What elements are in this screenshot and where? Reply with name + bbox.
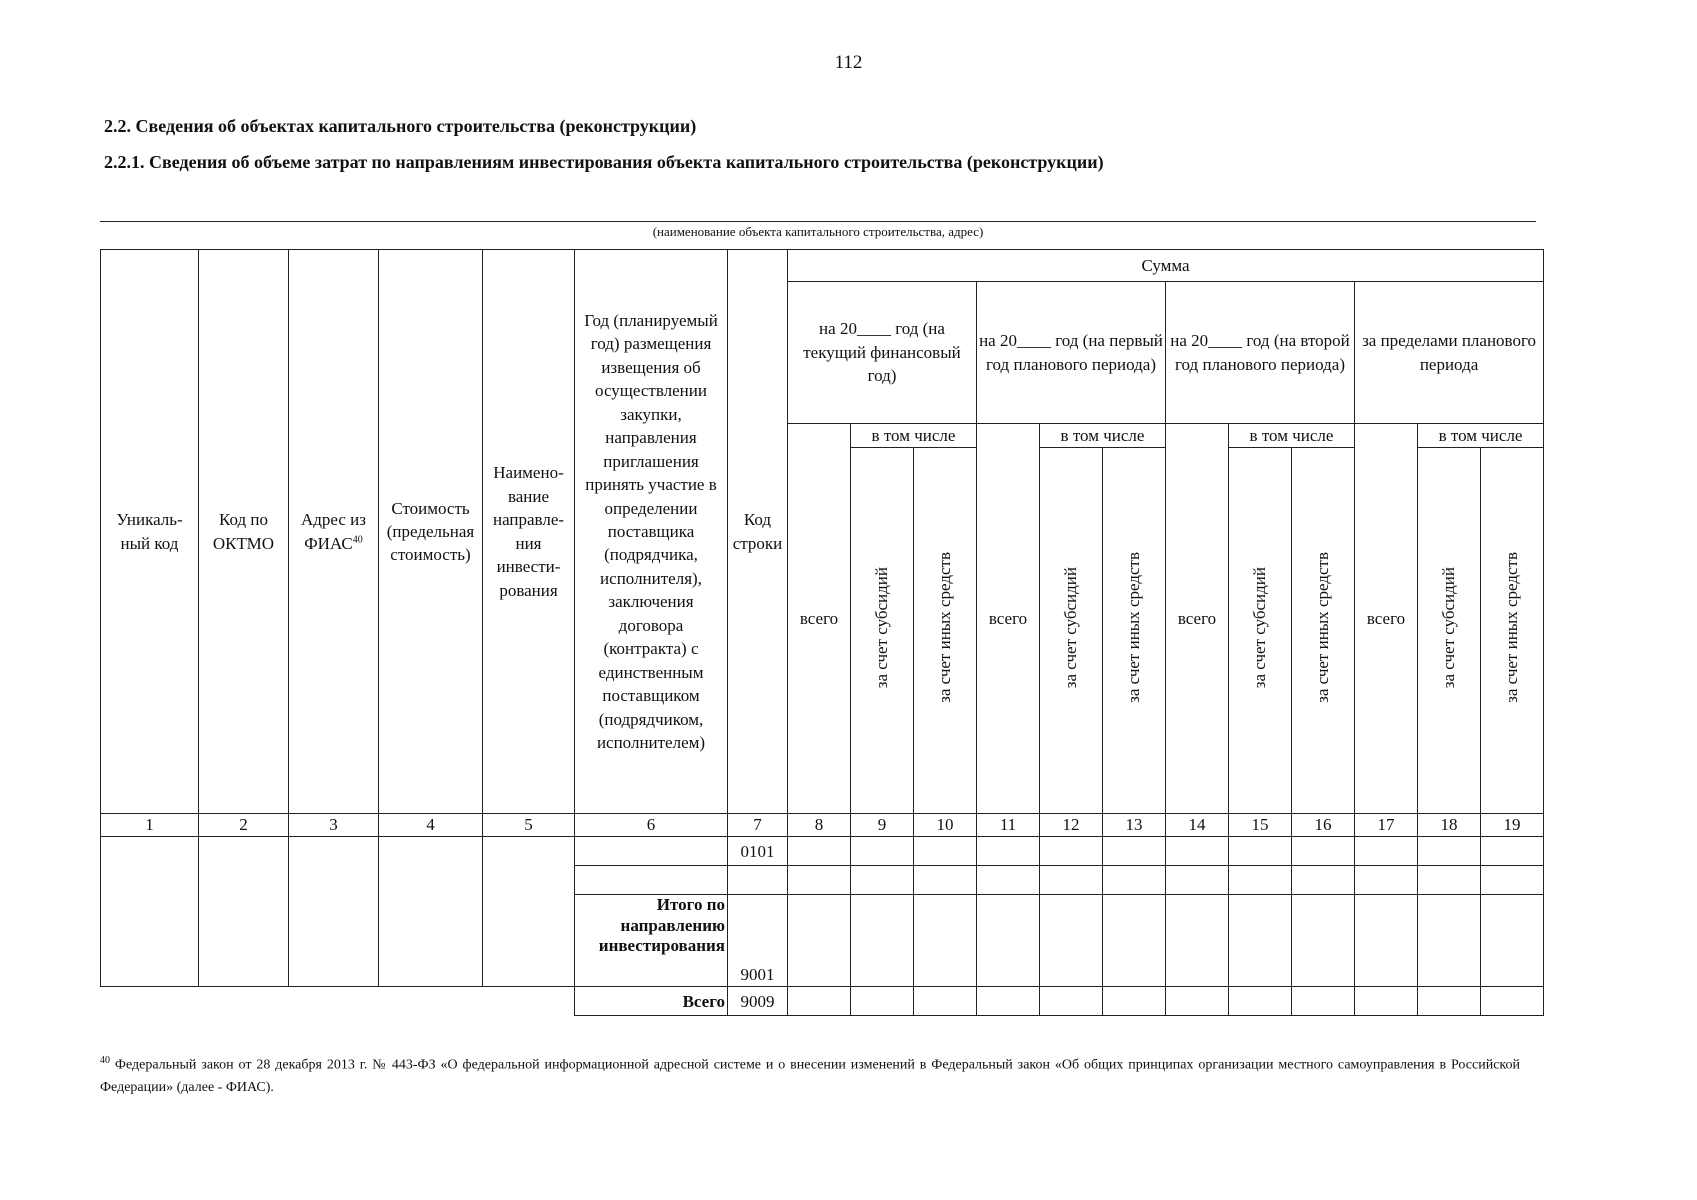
subsection-heading: 2.2.1. Сведения об объеме затрат по направлениям инвестирования объекта капитального строительства (реконструкции) [104, 152, 1104, 172]
column-number: 4 [379, 814, 483, 837]
column-number: 14 [1166, 814, 1229, 837]
table-cell[interactable] [1355, 895, 1418, 987]
table-row [101, 837, 1544, 866]
column-number: 2 [199, 814, 289, 837]
section-heading: 2.2. Сведения об объектах капитального строительства (реконструкции) [104, 116, 697, 136]
table-cell[interactable] [851, 895, 914, 987]
table-cell[interactable] [788, 895, 851, 987]
table-cell[interactable] [1229, 866, 1292, 895]
table-cell[interactable] [1166, 837, 1229, 866]
table-cell[interactable] [788, 866, 851, 895]
object-name-line [100, 221, 1536, 222]
table-cell[interactable] [1040, 987, 1103, 1016]
table-cell[interactable] [1166, 866, 1229, 895]
table-cell[interactable] [1418, 866, 1481, 895]
header-investment-direction: Наимено-вание направле-ния инвести-рования [483, 250, 575, 814]
header-in-that-number: в том числе [1040, 424, 1166, 448]
header-oktmo: Код по ОКТМО [199, 250, 289, 814]
table-cell[interactable] [1229, 837, 1292, 866]
column-number: 10 [914, 814, 977, 837]
header-other-funds: за счет иных средств [914, 448, 977, 814]
header-subsidies: за счет субсидий [1418, 448, 1481, 814]
table-cell[interactable] [788, 837, 851, 866]
table-cell[interactable] [1229, 987, 1292, 1016]
page-number: 112 [834, 52, 863, 73]
object-name-caption: (наименование объекта капитального строительства, адрес) [652, 224, 984, 239]
footnote-marker: 40 [100, 1055, 110, 1066]
table-cell[interactable] [914, 837, 977, 866]
column-number: 11 [977, 814, 1040, 837]
column-number: 8 [788, 814, 851, 837]
table-cell[interactable] [1166, 895, 1229, 987]
table-cell[interactable] [1481, 987, 1544, 1016]
column-number: 7 [728, 814, 788, 837]
header-cost: Стоимость (предельная стоимость) [379, 250, 483, 814]
header-period-current: на 20____ год (на текущий финансовый год) [788, 282, 977, 424]
footnote-text: Федеральный закон от 28 декабря 2013 г. № 443-ФЗ «О федеральной информационной адресной системе и о внесении изменений в Федеральный закон «Об общих принципах организации местного самоуправления в Российской Федерации» (далее - ФИАС). [100, 1057, 1520, 1095]
column-number: 1 [101, 814, 199, 837]
table-cell[interactable] [1166, 987, 1229, 1016]
column-number: 19 [1481, 814, 1544, 837]
table-cell[interactable] [851, 866, 914, 895]
table-cell[interactable] [851, 987, 914, 1016]
header-other-funds: за счет иных средств [1481, 448, 1544, 814]
table-cell[interactable] [1040, 866, 1103, 895]
table-cell[interactable] [851, 837, 914, 866]
header-sum: Сумма [788, 250, 1544, 282]
column-number: 16 [1292, 814, 1355, 837]
table-cell[interactable] [788, 987, 851, 1016]
table-cell[interactable] [1292, 895, 1355, 987]
table-cell[interactable] [914, 987, 977, 1016]
table-cell[interactable] [575, 866, 728, 895]
header-unique-code: Уникаль-ный код [101, 250, 199, 814]
table-cell[interactable] [101, 837, 199, 987]
table-cell[interactable] [1229, 895, 1292, 987]
header-subsidies: за счет субсидий [851, 448, 914, 814]
table-cell[interactable] [1040, 895, 1103, 987]
header-procurement-year: Год (планируемый год) размещения извещения об осуществлении закупки, направления приглашения принять участие в определении поставщика (подрядчика, исполнителя), заключения договора (контракта) с единственным поставщиком (подрядчиком, исполнителем) [575, 250, 728, 814]
grand-total-row [101, 987, 1544, 1016]
header-period-second: на 20____ год (на второй год планового периода) [1166, 282, 1355, 424]
table-cell[interactable] [977, 895, 1040, 987]
column-number: 5 [483, 814, 575, 837]
header-row-code: Код строки [728, 250, 788, 814]
table-cell[interactable] [483, 837, 575, 987]
table-cell[interactable] [1481, 895, 1544, 987]
header-period-beyond: за пределами планового периода [1355, 282, 1544, 424]
header-period-first: на 20____ год (на первый год планового периода) [977, 282, 1166, 424]
header-other-funds: за счет иных средств [1103, 448, 1166, 814]
table-cell[interactable] [977, 837, 1040, 866]
header-other-funds: за счет иных средств [1292, 448, 1355, 814]
table-cell[interactable] [1103, 895, 1166, 987]
column-number: 9 [851, 814, 914, 837]
header-total: всего [977, 424, 1040, 814]
table-cell[interactable] [1418, 837, 1481, 866]
table-cell[interactable] [1292, 987, 1355, 1016]
table-cell[interactable] [1355, 866, 1418, 895]
column-number: 6 [575, 814, 728, 837]
table-cell[interactable] [1292, 837, 1355, 866]
table-cell[interactable] [1103, 866, 1166, 895]
table-cell[interactable] [1040, 837, 1103, 866]
header-in-that-number: в том числе [1229, 424, 1355, 448]
table-cell[interactable] [1355, 987, 1418, 1016]
header-total: всего [1166, 424, 1229, 814]
subtotal-label: Итого по направлению инвестирования [575, 895, 728, 987]
subtotal-code: 9001 [728, 895, 788, 987]
table-cell[interactable] [977, 866, 1040, 895]
column-number: 3 [289, 814, 379, 837]
header-in-that-number: в том числе [851, 424, 977, 448]
table-cell[interactable] [199, 837, 289, 987]
column-number: 13 [1103, 814, 1166, 837]
header-fias-address: Адрес из ФИАС$^{40}$ [289, 250, 379, 814]
table-cell[interactable] [1103, 987, 1166, 1016]
table-cell[interactable] [914, 866, 977, 895]
investment-cost-table [100, 249, 1544, 1016]
column-number: 15 [1229, 814, 1292, 837]
header-subsidies: за счет субсидий [1040, 448, 1103, 814]
table-cell[interactable] [1481, 866, 1544, 895]
table-cell[interactable] [728, 866, 788, 895]
grand-total-code: 9009 [728, 987, 788, 1016]
table-cell[interactable] [1418, 895, 1481, 987]
table-cell[interactable] [379, 837, 483, 987]
header-subsidies: за счет субсидий [1229, 448, 1292, 814]
table-cell[interactable] [1481, 837, 1544, 866]
row-code-cell: 0101 [728, 837, 788, 866]
table-cell[interactable] [289, 837, 379, 987]
table-cell[interactable] [1292, 866, 1355, 895]
footnote [100, 1050, 1520, 1099]
table-cell[interactable] [914, 895, 977, 987]
header-in-that-number: в том числе [1418, 424, 1544, 448]
column-number: 18 [1418, 814, 1481, 837]
column-number: 17 [1355, 814, 1418, 837]
column-number: 12 [1040, 814, 1103, 837]
header-total: всего [788, 424, 851, 814]
table-cell[interactable] [977, 987, 1040, 1016]
table-cell[interactable] [1355, 837, 1418, 866]
header-total: всего [1355, 424, 1418, 814]
table-cell[interactable] [1103, 837, 1166, 866]
table-cell[interactable] [1418, 987, 1481, 1016]
table-cell[interactable] [575, 837, 728, 866]
grand-total-label: Всего [575, 987, 728, 1016]
